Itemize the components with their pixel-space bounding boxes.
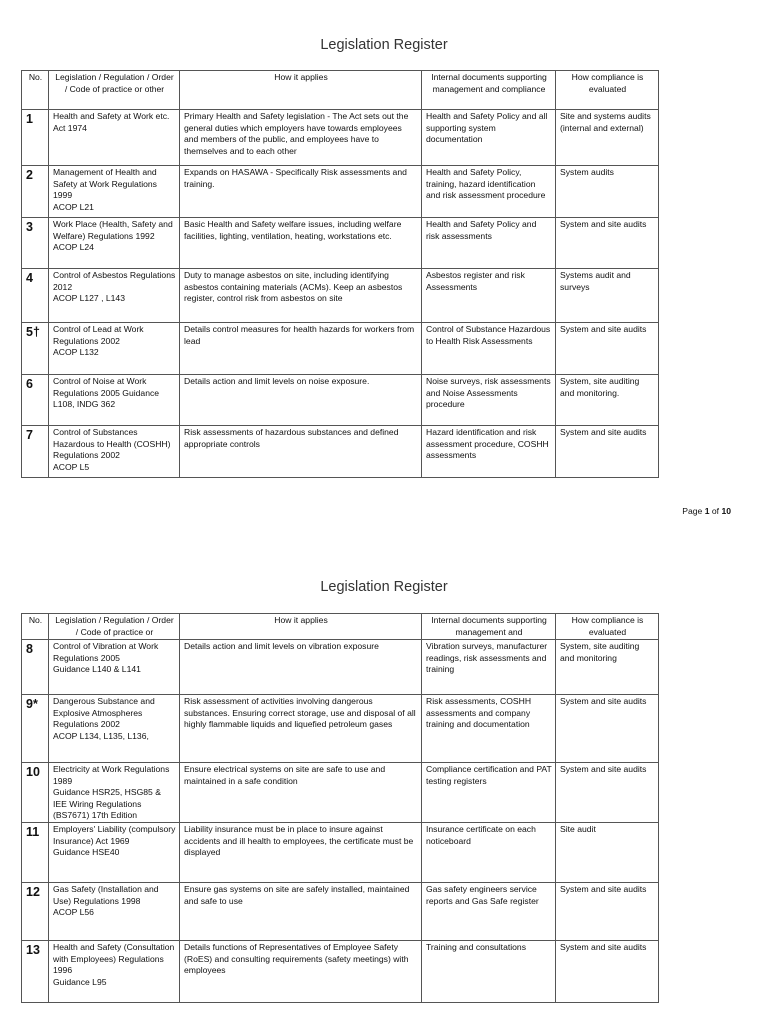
row-compliance: Site audit — [556, 822, 659, 882]
row-number: 11 — [22, 822, 49, 882]
row-compliance: System, site auditing and monitoring. — [556, 375, 659, 426]
table-row — [22, 375, 659, 426]
row-number: 7 — [22, 426, 49, 478]
row-number: 8 — [22, 640, 49, 695]
table-row — [22, 940, 659, 1002]
row-how-it-applies: Details control measures for health hazards for workers from lead — [180, 323, 422, 375]
table-row — [22, 269, 659, 323]
row-internal-documents: Asbestos register and risk Assessments — [422, 269, 556, 323]
row-compliance: System audits — [556, 166, 659, 218]
row-how-it-applies: Details functions of Representatives of Employee Safety (RoES) and consulting requirements (safety meetings) with employees — [180, 940, 422, 1002]
header-legislation: Legislation / Regulation / Order / Code of practice or — [49, 614, 180, 640]
row-internal-documents: Insurance certificate on each noticeboard — [422, 822, 556, 882]
row-legislation: Work Place (Health, Safety and Welfare) Regulations 1992 ACOP L24 — [49, 218, 180, 269]
row-legislation: Employers' Liability (compulsory Insurance) Act 1969 Guidance HSE40 — [49, 822, 180, 882]
row-number: 2 — [22, 166, 49, 218]
row-compliance: System, site auditing and monitoring — [556, 640, 659, 695]
row-number: 1 — [22, 110, 49, 166]
row-how-it-applies: Expands on HASAWA - Specifically Risk assessments and training. — [180, 166, 422, 218]
table-row — [22, 695, 659, 763]
row-internal-documents: Health and Safety Policy and all supporting system documentation — [422, 110, 556, 166]
row-number: 9* — [22, 695, 49, 763]
table-row — [22, 218, 659, 269]
row-internal-documents: Compliance certification and PAT testing registers — [422, 763, 556, 823]
row-compliance: System and site audits — [556, 882, 659, 940]
row-how-it-applies: Details action and limit levels on vibration exposure — [180, 640, 422, 695]
header-internal-documents: Internal documents supporting management and — [422, 614, 556, 640]
row-legislation: Health and Safety at Work etc. Act 1974 — [49, 110, 180, 166]
row-internal-documents: Training and consultations — [422, 940, 556, 1002]
row-internal-documents: Health and Safety Policy, training, hazard identification and risk assessment procedure — [422, 166, 556, 218]
header-compliance: How compliance is evaluated — [556, 614, 659, 640]
row-legislation — [49, 763, 180, 823]
row-how-it-applies: Ensure electrical systems on site are safe to use and maintained in a safe condition — [180, 763, 422, 823]
row-legislation: Control of Vibration at Work Regulations 2005 Guidance L140 & L141 — [49, 640, 180, 695]
row-how-it-applies: Basic Health and Safety welfare issues, including welfare facilities, lighting, ventilation, heating, workstations etc. — [180, 218, 422, 269]
row-number: 10 — [22, 763, 49, 823]
header-no: No. — [22, 614, 49, 640]
row-how-it-applies: Ensure gas systems on site are safely installed, maintained and safe to use — [180, 882, 422, 940]
row-compliance: Systems audit and surveys — [556, 269, 659, 323]
row-how-it-applies: Risk assessment of activities involving dangerous substances. Ensuring correct storage, use and disposal of all highly flammable liquids and liquefied petroleum gases — [180, 695, 422, 763]
table-header-row — [22, 71, 659, 110]
header-how-it-applies: How it applies — [180, 71, 422, 110]
row-number: 6 — [22, 375, 49, 426]
row-how-it-applies: Primary Health and Safety legislation - The Act sets out the general duties which employers have towards employees and members of the public, and employees have to themselves and to each other — [180, 110, 422, 166]
row-internal-documents: Control of Substance Hazardous to Health Risk Assessments — [422, 323, 556, 375]
row-legislation: Management of Health and Safety at Work Regulations 1999 ACOP L21 — [49, 166, 180, 218]
row-legislation: Dangerous Substance and Explosive Atmospheres Regulations 2002 ACOP L134, L135, L136, — [49, 695, 180, 763]
row-legislation: Control of Lead at Work Regulations 2002 ACOP L132 — [49, 323, 180, 375]
row-number: 13 — [22, 940, 49, 1002]
row-compliance: System and site audits — [556, 426, 659, 478]
table-row — [22, 110, 659, 166]
table-row — [22, 166, 659, 218]
header-no: No. — [22, 71, 49, 110]
row-legislation-text: Electricity at Work Regulations 1989 Guidance HSR25, HSG85 & IEE Wiring Regulations (BS7671) 17th Edition — [53, 764, 170, 821]
row-number: 4 — [22, 269, 49, 323]
table-row — [22, 323, 659, 375]
row-how-it-applies: Duty to manage asbestos on site, including identifying asbestos containing materials (ACMs). Keep an asbestos register, control risk from asbestos on site — [180, 269, 422, 323]
row-internal-documents: Health and Safety Policy and risk assessments — [422, 218, 556, 269]
row-legislation: Control of Noise at Work Regulations 2005 Guidance L108, INDG 362 — [49, 375, 180, 426]
legislation-table — [21, 70, 659, 478]
header-compliance: How compliance is evaluated — [556, 71, 659, 110]
header-internal-documents: Internal documents supporting management and compliance — [422, 71, 556, 110]
header-how-it-applies: How it applies — [180, 614, 422, 640]
page-title: Legislation Register — [320, 579, 448, 595]
table-row — [22, 426, 659, 478]
row-number: 12 — [22, 882, 49, 940]
header-legislation: Legislation / Regulation / Order / Code of practice or other — [49, 71, 180, 110]
row-compliance: System and site audits — [556, 695, 659, 763]
row-how-it-applies: Risk assessments of hazardous substances and defined appropriate controls — [180, 426, 422, 478]
row-legislation: Health and Safety (Consultation with Employees) Regulations 1996 Guidance L95 — [49, 940, 180, 1002]
row-compliance: System and site audits — [556, 218, 659, 269]
table-row — [22, 882, 659, 940]
page-title: Legislation Register — [320, 37, 448, 53]
row-internal-documents: Risk assessments, COSHH assessments and company training and documentation — [422, 695, 556, 763]
footer-page-number: 1 — [704, 506, 710, 516]
row-internal-documents: Gas safety engineers service reports and Gas Safe register — [422, 882, 556, 940]
row-legislation: Control of Substances Hazardous to Health (COSHH) Regulations 2002 ACOP L5 — [49, 426, 180, 478]
table-header-row — [22, 614, 659, 640]
table-row — [22, 763, 659, 823]
table-row — [22, 822, 659, 882]
row-how-it-applies: Details action and limit levels on noise exposure. — [180, 375, 422, 426]
page-footer — [682, 506, 731, 516]
row-compliance: System and site audits — [556, 323, 659, 375]
row-legislation: Control of Asbestos Regulations 2012 ACOP L127 , L143 — [49, 269, 180, 323]
legislation-table — [21, 613, 659, 1003]
row-number: 5† — [22, 323, 49, 375]
row-internal-documents: Noise surveys, risk assessments and Noise Assessments procedure — [422, 375, 556, 426]
row-internal-documents: Vibration surveys, manufacturer readings, risk assessments and training — [422, 640, 556, 695]
row-compliance: System and site audits — [556, 763, 659, 823]
row-internal-documents: Hazard identification and risk assessment procedure, COSHH assessments — [422, 426, 556, 478]
row-compliance: System and site audits — [556, 940, 659, 1002]
row-legislation: Gas Safety (Installation and Use) Regulations 1998 ACOP L56 — [49, 882, 180, 940]
row-number: 3 — [22, 218, 49, 269]
footer-page-total: 10 — [721, 506, 731, 516]
footer-of: of — [709, 506, 722, 516]
row-compliance: Site and systems audits (internal and external) — [556, 110, 659, 166]
table-row — [22, 640, 659, 695]
footer-prefix: Page — [682, 506, 705, 516]
row-how-it-applies: Liability insurance must be in place to insure against accidents and ill health to employees, the certificate must be displayed — [180, 822, 422, 882]
